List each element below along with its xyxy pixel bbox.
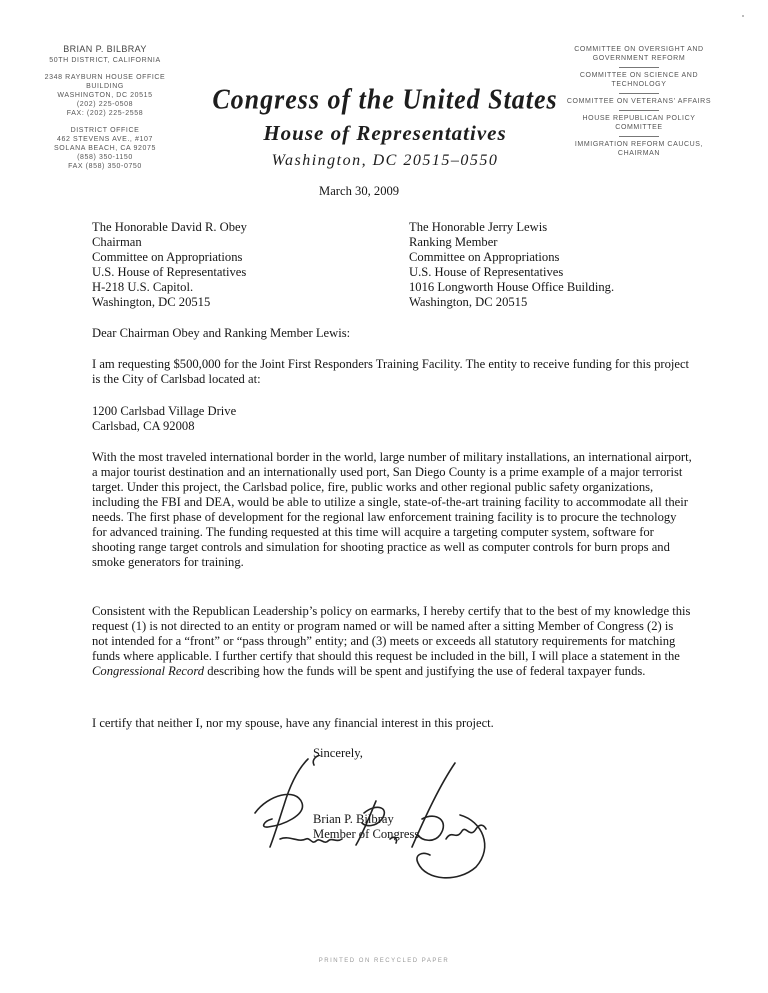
entity-address-line: Carlsbad, CA 92008 bbox=[92, 419, 195, 433]
address-line: Committee on Appropriations bbox=[92, 250, 243, 264]
dc-office-line: 2348 RAYBURN HOUSE OFFICE BUILDING bbox=[44, 74, 166, 90]
address-line: Ranking Member bbox=[409, 235, 498, 249]
justification-paragraph: With the most traveled international border in the world, large number of military installations, an international airport, a major tourist destination and an internationally used port, San Diego County is a prime example of a major terrorist target. Under this project, the Carlsbad police, fire, public works and other regional public safety organizations, including the FBI and DEA, would be able to utilize a single, state-of-the-art training facility to accommodate all their needs. The first phase of development for the regional law enforcement training facility is to procure the technology for advanced training. The funding requested at this time will acquire a targeting computer system, software for shooting range target controls and simulation for shooting practice as well as computer controls for burn props and smoke generators for training. bbox=[92, 450, 692, 569]
member-name: BRIAN P. BILBRAY bbox=[63, 44, 147, 54]
committee-divider bbox=[619, 93, 659, 94]
committee-item: COMMITTEE ON SCIENCE AND TECHNOLOGY bbox=[579, 72, 699, 88]
letterhead-address: Washington, DC 20515–0550 bbox=[271, 152, 499, 169]
recipient-address-lewis bbox=[409, 220, 614, 310]
committee-divider bbox=[619, 67, 659, 68]
dc-office-line: WASHINGTON, DC 20515 bbox=[57, 92, 153, 99]
recycled-paper-note: PRINTED ON RECYCLED PAPER bbox=[318, 958, 450, 964]
dc-office-line: (202) 225-0508 bbox=[76, 101, 134, 108]
congressional-record-title: Congressional Record bbox=[92, 664, 205, 678]
address-line: U.S. House of Representatives bbox=[92, 265, 247, 279]
certification-text: Consistent with the Republican Leadership’s policy on earmarks, I hereby certify that to the best of my knowledge this request (1) is not directed to an entity or program named or will be named after a sitting Member of Congress (2) is not intended for a “front” or “pass through” entity; and (3) meets or exceeds all statutory requirements for matching funds where applicable. I further certify that should this request be included in the bill, I will place a statement in the bbox=[92, 604, 691, 663]
committee-item: COMMITTEE ON VETERANS' AFFAIRS bbox=[566, 98, 712, 105]
address-line: The Honorable David R. Obey bbox=[92, 220, 247, 234]
letterhead-house: House of Representatives bbox=[263, 121, 507, 145]
address-line: The Honorable Jerry Lewis bbox=[409, 220, 548, 234]
entity-address bbox=[92, 404, 692, 434]
letterhead bbox=[200, 85, 570, 171]
district-office-line: 462 STEVENS AVE., #107 bbox=[57, 136, 153, 143]
committee-list bbox=[564, 45, 714, 162]
scan-speck bbox=[742, 15, 744, 17]
committee-item: HOUSE REPUBLICAN POLICY COMMITTEE bbox=[582, 115, 696, 131]
committee-divider bbox=[619, 136, 659, 137]
closing: Sincerely, bbox=[313, 746, 363, 760]
district-office-line: SOLANA BEACH, CA 92075 bbox=[54, 145, 156, 152]
dc-office-line: FAX: (202) 225-2558 bbox=[66, 110, 144, 117]
address-line: Committee on Appropriations bbox=[409, 250, 560, 264]
entity-address-line: 1200 Carlsbad Village Drive bbox=[92, 404, 237, 418]
district-office-line: FAX (858) 350-0750 bbox=[68, 163, 142, 170]
address-line: Washington, DC 20515 bbox=[92, 295, 211, 309]
signer-name: Brian P. Bilbray bbox=[313, 812, 394, 826]
member-district: 50TH DISTRICT, CALIFORNIA bbox=[49, 57, 161, 64]
financial-interest-statement: I certify that neither I, nor my spouse, have any financial interest in this project. bbox=[92, 716, 494, 730]
letterhead-congress: Congress of the United States bbox=[212, 83, 558, 116]
certification-paragraph bbox=[92, 604, 692, 679]
address-line: 1016 Longworth House Office Building. bbox=[409, 280, 615, 294]
address-line: Chairman bbox=[92, 235, 142, 249]
recipient-address-obey bbox=[92, 220, 247, 310]
committee-item: COMMITTEE ON OVERSIGHT AND GOVERNMENT REFORM bbox=[574, 46, 704, 62]
committee-divider bbox=[619, 110, 659, 111]
request-paragraph: I am requesting $500,000 for the Joint First Responders Training Facility. The entity to receive funding for this project is the City of Carlsbad located at: bbox=[92, 357, 690, 386]
district-office-line: DISTRICT OFFICE bbox=[70, 127, 140, 134]
address-line: H-218 U.S. Capitol. bbox=[92, 280, 194, 294]
salutation: Dear Chairman Obey and Ranking Member Lewis: bbox=[92, 326, 351, 340]
signer-title: Member of Congress bbox=[313, 827, 420, 841]
letter-date: March 30, 2009 bbox=[319, 184, 400, 198]
address-line: U.S. House of Representatives bbox=[409, 265, 564, 279]
district-office-line: (858) 350-1150 bbox=[77, 154, 133, 161]
certification-text-end: describing how the funds will be spent and justifying the use of federal taxpayer funds. bbox=[204, 664, 646, 678]
member-info-block bbox=[40, 45, 170, 171]
committee-item: IMMIGRATION REFORM CAUCUS, CHAIRMAN bbox=[574, 141, 704, 157]
address-line: Washington, DC 20515 bbox=[409, 295, 528, 309]
